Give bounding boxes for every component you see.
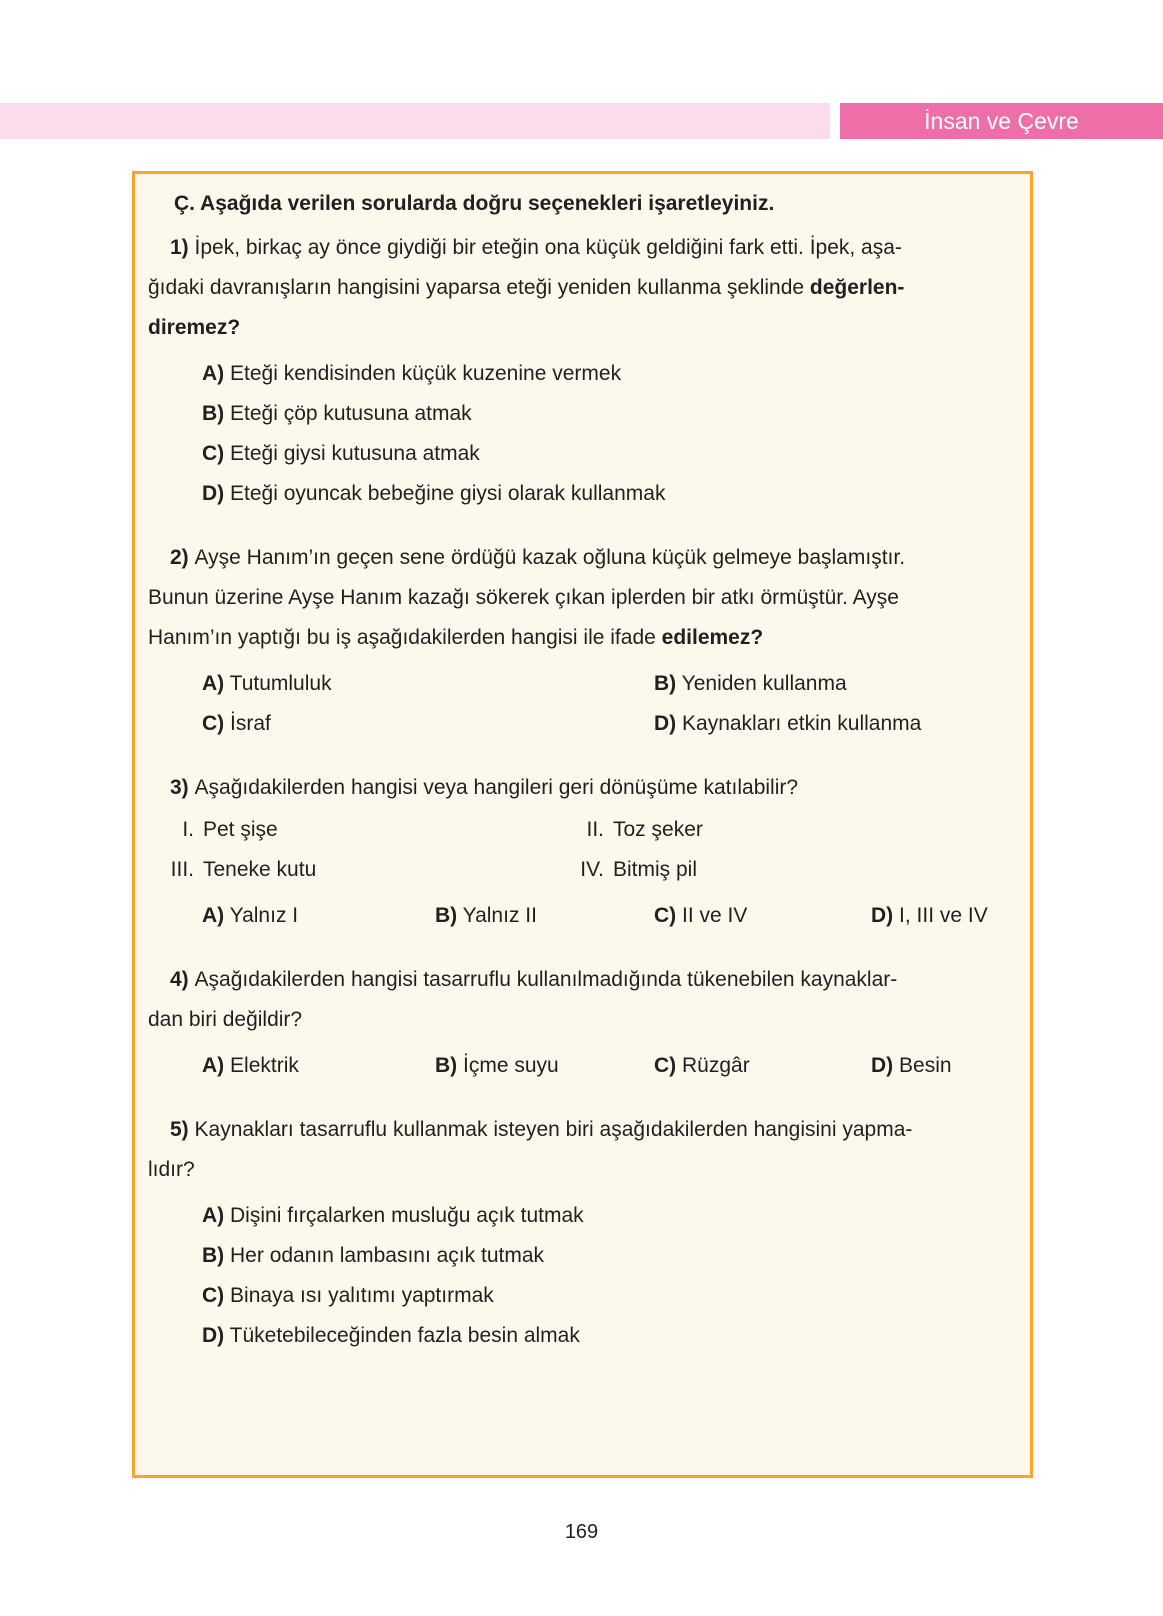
option-text: Her odanın lambasını açık tutmak — [230, 1244, 545, 1267]
question-number: 5) — [170, 1118, 195, 1141]
option-d — [871, 896, 1018, 936]
item-text: Pet şişe — [203, 818, 278, 841]
question-5 — [148, 1110, 1018, 1356]
option-a — [202, 1046, 435, 1086]
option-text: Rüzgâr — [682, 1054, 750, 1077]
item-numeral: I. — [182, 818, 194, 841]
option-c — [654, 1046, 871, 1086]
question-1 — [148, 228, 1018, 514]
item-text: Bitmiş pil — [613, 858, 698, 881]
chapter-tab-label: İnsan ve Çevre — [924, 107, 1079, 134]
item-2 — [564, 810, 1018, 850]
question-3 — [148, 768, 1018, 936]
question-stem — [148, 768, 1018, 808]
item-text: Teneke kutu — [203, 858, 317, 881]
question-4 — [148, 960, 1018, 1086]
option-label: B) — [202, 1244, 225, 1267]
option-b — [654, 664, 1018, 704]
option-text: Tutumluluk — [229, 672, 332, 695]
option-text: Kaynakları etkin kullanma — [682, 712, 922, 735]
option-label: C) — [654, 1054, 677, 1077]
stem-run: Ayşe Hanım’ın geçen sene ördüğü kazak oğluna küçük gelmeye başlamıştır. — [194, 546, 906, 569]
stem-line — [148, 1150, 1018, 1190]
item-numeral: II. — [586, 818, 604, 841]
item-3 — [154, 850, 564, 890]
option-label: B) — [435, 1054, 458, 1077]
stem-run: dan biri değildir? — [148, 1008, 303, 1031]
stem-run: Aşağıdakilerden hangisi tasarruflu kullanılmadığında tükenebilen kaynaklar- — [194, 968, 898, 991]
options — [148, 354, 1018, 514]
options — [202, 896, 1018, 936]
stem-run: değerlen- — [809, 276, 905, 299]
option-label: A) — [202, 1204, 225, 1227]
stem-line — [148, 268, 1018, 308]
option-label: A) — [202, 672, 225, 695]
option-text: Yalnız I — [229, 904, 299, 927]
option-label: D) — [202, 482, 225, 505]
question-number: 4) — [170, 968, 195, 991]
page-number: 169 — [564, 1521, 599, 1543]
option-b — [435, 896, 654, 936]
question-number: 2) — [170, 546, 195, 569]
option-label: D) — [202, 1324, 225, 1347]
stem-run: Kaynakları tasarruflu kullanmak isteyen biri aşağıdakilerden hangisini yapma- — [194, 1118, 913, 1141]
worksheet-title: Ç. Aşağıda verilen sorularda doğru seçenekleri işaretleyiniz. — [174, 192, 775, 215]
stem-line — [148, 960, 1018, 1000]
option-d — [654, 704, 1018, 744]
option-text: Yeniden kullanma — [681, 672, 847, 695]
option-label: A) — [202, 904, 225, 927]
stem-run: Hanım’ın yaptığı bu iş aşağıdakilerden hangisi ile ifade — [148, 626, 662, 649]
option-text: Dişini fırçalarken musluğu açık tutmak — [230, 1204, 584, 1227]
option-d — [871, 1046, 1018, 1086]
stem-run: diremez? — [148, 316, 241, 339]
option-text: Eteği çöp kutusuna atmak — [230, 402, 472, 425]
stem-run: edilemez? — [661, 626, 764, 649]
option-text: Elektrik — [230, 1054, 299, 1077]
option-text: Eteği giysi kutusuna atmak — [230, 442, 480, 465]
option-text: I, III ve IV — [899, 904, 988, 927]
option-b — [202, 1236, 1018, 1276]
option-label: C) — [202, 442, 225, 465]
option-text: Binaya ısı yalıtımı yaptırmak — [230, 1284, 494, 1307]
stem-run: ğıdaki davranışların hangisini yaparsa eteği yeniden kullanma şeklinde — [148, 276, 810, 299]
option-a — [202, 896, 435, 936]
option-text: İçme suyu — [463, 1054, 559, 1077]
option-label: D) — [871, 904, 894, 927]
option-label: C) — [202, 1284, 225, 1307]
option-label: C) — [202, 712, 225, 735]
option-label: D) — [654, 712, 677, 735]
option-c — [202, 704, 654, 744]
worksheet-box — [132, 171, 1033, 1478]
option-label: B) — [202, 402, 225, 425]
option-text: Eteği kendisinden küçük kuzenine vermek — [230, 362, 622, 385]
question-stem — [148, 960, 1018, 1040]
option-text: Yalnız II — [462, 904, 537, 927]
stem-run: lıdır? — [148, 1158, 195, 1181]
question-2 — [148, 538, 1018, 744]
stem-run: İpek, birkaç ay önce giydiği bir eteğin ona küçük geldiğini fark etti. İpek, aşa- — [194, 236, 902, 259]
stem-line — [148, 538, 1018, 578]
options — [202, 664, 1018, 744]
stem-run: Bunun üzerine Ayşe Hanım kazağı sökerek çıkan iplerden bir atkı örmüştür. Ayşe — [148, 586, 899, 609]
option-label: C) — [654, 904, 677, 927]
option-text: Besin — [899, 1054, 952, 1077]
roman-items — [154, 810, 1018, 890]
question-stem — [148, 228, 1018, 348]
question-number: 1) — [170, 236, 195, 259]
item-numeral: IV. — [580, 858, 604, 881]
option-label: D) — [871, 1054, 894, 1077]
option-c — [202, 1276, 1018, 1316]
option-text: İsraf — [230, 712, 271, 735]
option-d — [202, 474, 1018, 514]
option-text: Eteği oyuncak bebeğine giysi olarak kullanmak — [230, 482, 666, 505]
option-d — [202, 1316, 1018, 1356]
stem-line — [148, 578, 1018, 618]
option-label: B) — [654, 672, 677, 695]
options — [148, 1196, 1018, 1356]
question-stem — [148, 1110, 1018, 1190]
stem-line — [148, 1000, 1018, 1040]
question-stem — [148, 538, 1018, 658]
option-a — [202, 664, 654, 704]
options — [202, 1046, 1018, 1086]
stem-line — [148, 618, 1018, 658]
stem-run: Aşağıdakilerden hangisi veya hangileri geri dönüşüme katılabilir? — [194, 776, 799, 799]
option-text: II ve IV — [682, 904, 748, 927]
option-c — [654, 896, 871, 936]
item-4 — [564, 850, 1018, 890]
stem-line — [148, 228, 1018, 268]
stem-line — [148, 768, 1018, 808]
header-band — [0, 103, 830, 139]
option-a — [202, 1196, 1018, 1236]
option-label: A) — [202, 1054, 225, 1077]
option-a — [202, 354, 1018, 394]
item-numeral: III. — [170, 858, 194, 881]
option-c — [202, 434, 1018, 474]
option-label: A) — [202, 362, 225, 385]
option-b — [435, 1046, 654, 1086]
option-label: B) — [435, 904, 458, 927]
question-number: 3) — [170, 776, 195, 799]
chapter-tab — [840, 103, 1163, 139]
item-1 — [154, 810, 564, 850]
option-b — [202, 394, 1018, 434]
item-text: Toz şeker — [613, 818, 703, 841]
stem-line — [148, 1110, 1018, 1150]
stem-line — [148, 308, 1018, 348]
option-text: Tüketebileceğinden fazla besin almak — [229, 1324, 580, 1347]
